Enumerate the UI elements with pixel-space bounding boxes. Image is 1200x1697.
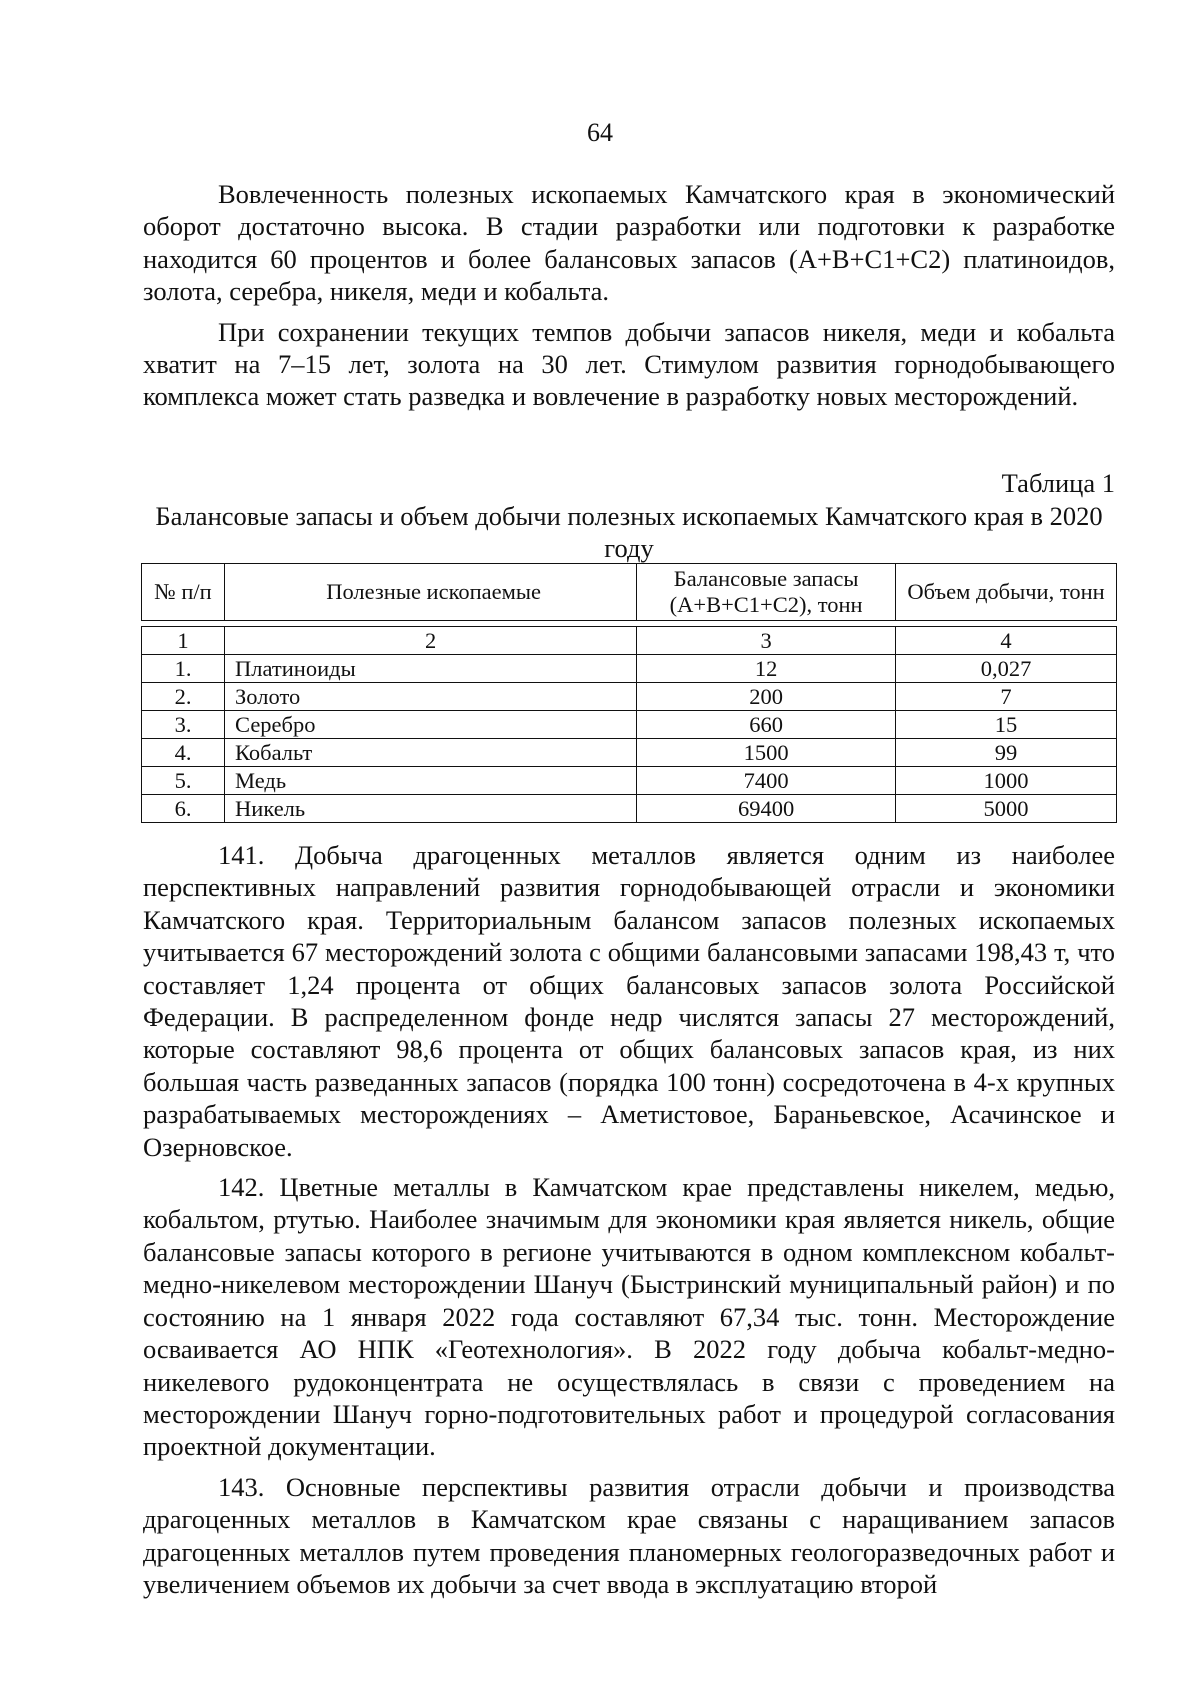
table-row [142,739,1117,767]
row-production: 0,027 [896,655,1117,683]
table-row [142,683,1117,711]
header-num: № п/п [142,564,225,621]
header-reserves: Балансовые запасы (А+В+С1+С2), тонн [637,564,896,621]
body-text [143,839,1115,1608]
row-mineral: Кобальт [225,739,637,767]
row-production: 1000 [896,767,1117,795]
header-production: Объем добычи, тонн [896,564,1117,621]
row-mineral: Платиноиды [225,655,637,683]
index-cell: 4 [896,627,1117,655]
row-num: 1. [142,655,225,683]
row-num: 3. [142,711,225,739]
paragraph-141: 141. Добыча драгоценных металлов является одним из наиболее перспективных направлений развития горнодобывающей отрасли и экономики Камчатского края. Территориальным балансом запасов полезных ископаемых учитывается 67 месторождений золота с общими балансовыми запасами 198,43 т, что составляет 1,24 процента от общих балансовых запасов золота Российской Федерации. В распределенном фонде недр числятся запасы 27 месторождений, которые составляют 98,6 процента от общих балансовых запасов края, из них большая часть разведанных запасов (порядка 100 тонн) сосредоточена в 4-х крупных разрабатываемых месторождениях – Аметистовое, Бараньевское, Асачинское и Озерновское. [143,840,1115,1162]
row-production: 15 [896,711,1117,739]
table-index-row [142,627,1117,655]
intro-text [143,178,1115,421]
intro-paragraph-1: Вовлеченность полезных ископаемых Камчатского края в экономический оборот достаточно высока. В стадии разработки или подготовки к разработке находится 60 процентов и более балансовых запасов (А+В+С1+С2) платиноидов, золота, серебра, никеля, меди и кобальта. [143,179,1115,307]
row-production: 99 [896,739,1117,767]
row-mineral: Никель [225,795,637,823]
paragraph-142: 142. Цветные металлы в Камчатском крае представлены никелем, медью, кобальтом, ртутью. Наиболее значимым для экономики края является никель, общие балансовые запасы которого в регионе учитываются в одном комплексном кобальт-медно-никелевом месторождении Шануч (Быстринский муниципальный район) и по состоянию на 1 января 2022 года составляют 67,34 тыс. тонн. Месторождение осваивается АО НПК «Геотехнология». В 2022 году добыча кобальт-медно-никелевого рудоконцентрата не осуществлялась в связи с проведением на месторождении Шануч горно-подготовительных работ и процедурой согласования проектной документации. [143,1172,1115,1462]
row-num: 4. [142,739,225,767]
intro-paragraph-2: При сохранении текущих темпов добычи запасов никеля, меди и кобальта хватит на 7–15 лет, золота на 30 лет. Стимулом развития горнодобывающего комплекса может стать разведка и вовлечение в разработку новых месторождений. [143,316,1115,412]
row-reserves: 1500 [637,739,896,767]
row-reserves: 660 [637,711,896,739]
index-cell: 3 [637,627,896,655]
row-mineral: Серебро [225,711,637,739]
table-header-row [142,564,1117,621]
row-production: 5000 [896,795,1117,823]
row-production: 7 [896,683,1117,711]
header-mineral: Полезные ископаемые [225,564,637,621]
row-reserves: 7400 [637,767,896,795]
paragraph-143: 143. Основные перспективы развития отрасли добычи и производства драгоценных металлов в Камчатском крае связаны с наращиванием запасов драгоценных металлов путем проведения планомерных геологоразведочных работ и увеличением объемов их добычи за счет ввода в эксплуатацию второй [143,1471,1115,1599]
index-cell: 2 [225,627,637,655]
row-num: 5. [142,767,225,795]
minerals-table [141,563,1117,823]
row-reserves: 69400 [637,795,896,823]
table-label: Таблица 1 [1001,468,1115,498]
table-row [142,655,1117,683]
row-mineral: Медь [225,767,637,795]
row-reserves: 200 [637,683,896,711]
row-num: 2. [142,683,225,711]
table-row [142,767,1117,795]
table-row [142,795,1117,823]
row-num: 6. [142,795,225,823]
index-cell: 1 [142,627,225,655]
page-number: 64 [587,118,613,147]
table-row [142,711,1117,739]
table-title: Балансовые запасы и объем добычи полезных ископаемых Камчатского края в 2020 году [155,501,1103,563]
row-mineral: Золото [225,683,637,711]
row-reserves: 12 [637,655,896,683]
